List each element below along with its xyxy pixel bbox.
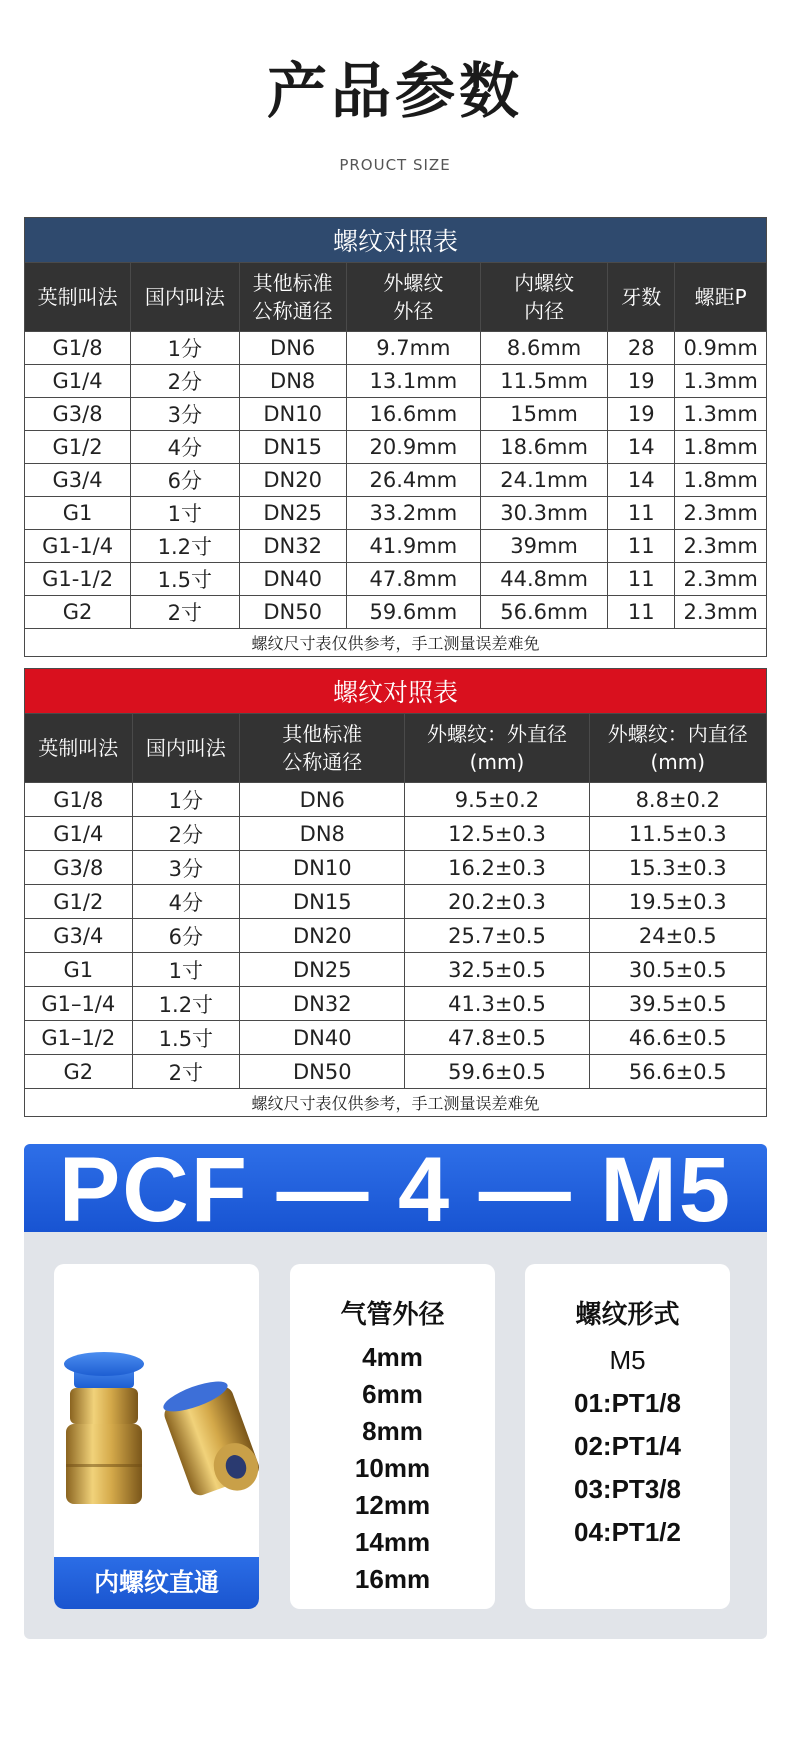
table-cell: 46.6±0.5 <box>589 1021 766 1055</box>
table-cell: DN8 <box>240 817 405 851</box>
tube-od-list <box>290 1339 495 1598</box>
table-cell: DN40 <box>239 563 346 596</box>
product-image-card <box>54 1264 259 1609</box>
table-cell: 1寸 <box>131 497 239 530</box>
table-cell: 59.6±0.5 <box>405 1055 589 1089</box>
thread-type-list <box>525 1339 730 1554</box>
column-header: 英制叫法 <box>25 714 133 783</box>
table-cell: DN32 <box>240 987 405 1021</box>
table-cell: DN25 <box>239 497 346 530</box>
tube-od-heading: 气管外径 <box>340 1300 445 1330</box>
table-2-header-row <box>25 714 767 783</box>
table-row <box>25 431 767 464</box>
table-row <box>25 783 767 817</box>
table-cell: DN10 <box>239 398 346 431</box>
table-cell: DN25 <box>240 953 405 987</box>
table-cell: DN32 <box>239 530 346 563</box>
column-header: 其他标准 公称通径 <box>239 263 346 332</box>
table-cell: 11.5mm <box>480 365 607 398</box>
table-cell: DN40 <box>240 1021 405 1055</box>
table-cell: 47.8±0.5 <box>405 1021 589 1055</box>
column-header: 外螺纹：内直径 (mm) <box>589 714 766 783</box>
table-1-note: 螺纹尺寸表仅供参考，手工测量误差难免 <box>25 629 767 657</box>
table-cell: 47.8mm <box>346 563 480 596</box>
table-cell: 1.8mm <box>675 431 767 464</box>
table-cell: 11 <box>608 497 675 530</box>
thread-type-card <box>525 1264 730 1609</box>
column-header: 国内叫法 <box>131 263 239 332</box>
table-cell: 0.9mm <box>675 332 767 365</box>
table-cell: G1-1/2 <box>25 563 131 596</box>
tube-od-card <box>290 1264 495 1609</box>
table-row <box>25 530 767 563</box>
table-cell: 14 <box>608 464 675 497</box>
table-cell: G1/8 <box>25 332 131 365</box>
table-cell: 56.6mm <box>480 596 607 629</box>
table-cell: DN15 <box>239 431 346 464</box>
table-cell: 9.7mm <box>346 332 480 365</box>
table-cell: DN50 <box>240 1055 405 1089</box>
table-row <box>25 497 767 530</box>
list-item: 16mm <box>354 1564 431 1594</box>
table-cell: G1–1/4 <box>25 987 133 1021</box>
table-row <box>25 398 767 431</box>
table-cell: 44.8mm <box>480 563 607 596</box>
table-cell: 1.8mm <box>675 464 767 497</box>
list-item: 12mm <box>354 1490 431 1520</box>
table-cell: 1分 <box>131 332 239 365</box>
table-cell: 25.7±0.5 <box>405 919 589 953</box>
table-cell: 59.6mm <box>346 596 480 629</box>
table-cell: G2 <box>25 596 131 629</box>
brass-female-straight-fitting-icon <box>54 1264 259 1564</box>
table-cell: 6分 <box>131 464 239 497</box>
table-cell: 28 <box>608 332 675 365</box>
table-cell: 1.5寸 <box>131 563 239 596</box>
table-cell: 33.2mm <box>346 497 480 530</box>
table-cell: G3/4 <box>25 919 133 953</box>
table-cell: 12.5±0.3 <box>405 817 589 851</box>
table-cell: 13.1mm <box>346 365 480 398</box>
table-cell: DN6 <box>240 783 405 817</box>
table-cell: 30.5±0.5 <box>589 953 766 987</box>
column-header: 英制叫法 <box>25 263 131 332</box>
table-row <box>25 919 767 953</box>
table-cell: 19 <box>608 365 675 398</box>
table-row <box>25 563 767 596</box>
page-header <box>0 50 790 174</box>
table-cell: 41.3±0.5 <box>405 987 589 1021</box>
thread-type-heading: 螺纹形式 <box>575 1300 680 1330</box>
table-cell: 19.5±0.3 <box>589 885 766 919</box>
table-cell: DN8 <box>239 365 346 398</box>
table-cell: 2.3mm <box>675 497 767 530</box>
table-row <box>25 953 767 987</box>
list-item: 04:PT1/2 <box>574 1517 681 1547</box>
table-1-header-row <box>25 263 767 332</box>
table-cell: G1/2 <box>25 431 131 464</box>
list-item: M5 <box>609 1345 646 1375</box>
table-cell: 24±0.5 <box>589 919 766 953</box>
table-cell: 15mm <box>480 398 607 431</box>
table-cell: 8.8±0.2 <box>589 783 766 817</box>
table-cell: 9.5±0.2 <box>405 783 589 817</box>
table-cell: G1/4 <box>25 817 133 851</box>
thread-table-2 <box>24 668 767 1117</box>
table-cell: DN20 <box>239 464 346 497</box>
page-subtitle: PROUCT SIZE <box>339 156 451 174</box>
table-cell: 8.6mm <box>480 332 607 365</box>
table-cell: DN15 <box>240 885 405 919</box>
table-cell: G3/4 <box>25 464 131 497</box>
table-cell: 1.3mm <box>675 365 767 398</box>
table-cell: 2分 <box>131 365 239 398</box>
table-cell: G1-1/4 <box>25 530 131 563</box>
table-cell: 41.9mm <box>346 530 480 563</box>
table-cell: 24.1mm <box>480 464 607 497</box>
table-cell: 2.3mm <box>675 596 767 629</box>
list-item: 6mm <box>362 1379 423 1409</box>
table-2-note: 螺纹尺寸表仅供参考，手工测量误差难免 <box>25 1089 767 1117</box>
table-row <box>25 1021 767 1055</box>
table-cell: G1 <box>25 953 133 987</box>
table-cell: 1分 <box>132 783 240 817</box>
table-cell: G1 <box>25 497 131 530</box>
table-cell: 11.5±0.3 <box>589 817 766 851</box>
table-cell: G1/4 <box>25 365 131 398</box>
list-item: 02:PT1/4 <box>574 1431 681 1461</box>
table-row <box>25 851 767 885</box>
table-cell: 16.6mm <box>346 398 480 431</box>
table-cell: G1–1/2 <box>25 1021 133 1055</box>
table-cell: G3/8 <box>25 398 131 431</box>
table-cell: 1.3mm <box>675 398 767 431</box>
table-cell: 1.2寸 <box>132 987 240 1021</box>
thread-table-1 <box>24 217 767 657</box>
table-cell: 15.3±0.3 <box>589 851 766 885</box>
column-header: 国内叫法 <box>132 714 240 783</box>
table-cell: 18.6mm <box>480 431 607 464</box>
table-cell: 4分 <box>131 431 239 464</box>
table-row <box>25 885 767 919</box>
table-row <box>25 596 767 629</box>
table-row <box>25 987 767 1021</box>
column-header: 外螺纹 外径 <box>346 263 480 332</box>
table-cell: 30.3mm <box>480 497 607 530</box>
table-row <box>25 332 767 365</box>
table-cell: DN50 <box>239 596 346 629</box>
list-item: 01:PT1/8 <box>574 1388 681 1418</box>
table-cell: 2寸 <box>131 596 239 629</box>
table-cell: 3分 <box>132 851 240 885</box>
table-cell: 39mm <box>480 530 607 563</box>
table-cell: 16.2±0.3 <box>405 851 589 885</box>
table-cell: G1/2 <box>25 885 133 919</box>
model-code-banner: PCF — 4 — M5 <box>24 1144 767 1232</box>
table-cell: 2.3mm <box>675 563 767 596</box>
table-cell: 1.2寸 <box>131 530 239 563</box>
table-cell: DN10 <box>240 851 405 885</box>
table-cell: 2分 <box>132 817 240 851</box>
table-cell: G2 <box>25 1055 133 1089</box>
table-cell: G1/8 <box>25 783 133 817</box>
table-cell: 20.2±0.3 <box>405 885 589 919</box>
table-cell: 6分 <box>132 919 240 953</box>
table-2-caption: 螺纹对照表 <box>25 669 767 714</box>
table-cell: 2.3mm <box>675 530 767 563</box>
list-item: 14mm <box>354 1527 431 1557</box>
list-item: 03:PT3/8 <box>574 1474 681 1504</box>
column-header: 牙数 <box>608 263 675 332</box>
table-cell: 1寸 <box>132 953 240 987</box>
list-item: 10mm <box>354 1453 431 1483</box>
table-cell: 26.4mm <box>346 464 480 497</box>
column-header: 其他标准 公称通径 <box>240 714 405 783</box>
table-cell: 2寸 <box>132 1055 240 1089</box>
column-header: 内螺纹 内径 <box>480 263 607 332</box>
table-cell: 11 <box>608 596 675 629</box>
column-header: 螺距P <box>675 263 767 332</box>
table-1-caption: 螺纹对照表 <box>25 218 767 263</box>
table-row <box>25 817 767 851</box>
table-cell: 19 <box>608 398 675 431</box>
table-row <box>25 1055 767 1089</box>
column-header: 外螺纹：外直径 (mm) <box>405 714 589 783</box>
list-item: 4mm <box>362 1342 423 1372</box>
table-cell: 39.5±0.5 <box>589 987 766 1021</box>
table-cell: 56.6±0.5 <box>589 1055 766 1089</box>
table-cell: 20.9mm <box>346 431 480 464</box>
table-cell: 3分 <box>131 398 239 431</box>
table-cell: 4分 <box>132 885 240 919</box>
page-title: 产品参数 <box>267 57 523 127</box>
model-code-section <box>24 1144 767 1639</box>
table-cell: 32.5±0.5 <box>405 953 589 987</box>
product-type-label: 内螺纹直通 <box>54 1557 259 1609</box>
table-cell: 11 <box>608 563 675 596</box>
table-cell: 14 <box>608 431 675 464</box>
list-item: 8mm <box>362 1416 423 1446</box>
table-row <box>25 464 767 497</box>
table-row <box>25 365 767 398</box>
table-cell: DN6 <box>239 332 346 365</box>
table-cell: DN20 <box>240 919 405 953</box>
table-cell: G3/8 <box>25 851 133 885</box>
table-cell: 1.5寸 <box>132 1021 240 1055</box>
table-cell: 11 <box>608 530 675 563</box>
